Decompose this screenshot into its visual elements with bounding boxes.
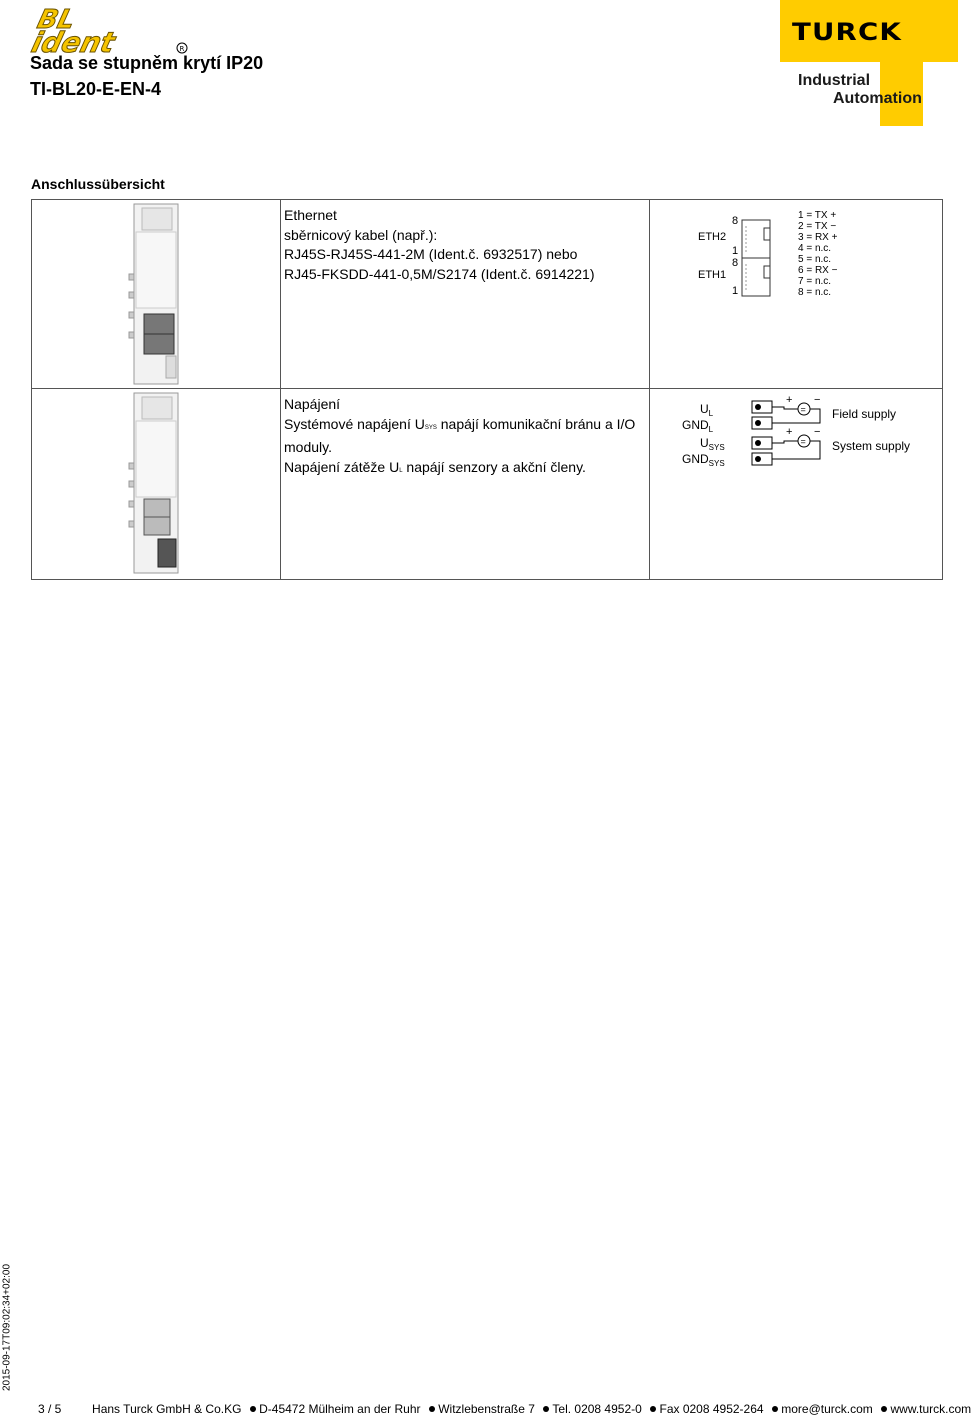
text-segment: napájí senzory a akční členy. <box>402 458 586 475</box>
bullet-icon <box>881 1406 887 1412</box>
section-title: Anschlussübersicht <box>31 176 165 192</box>
system-supply-label: System supply <box>832 439 911 453</box>
table-row <box>32 200 943 389</box>
ul-label: $U_L$ <box>700 402 714 418</box>
ethernet-diagram-cell <box>650 200 943 389</box>
print-date: 2015-09-17T09:02:34+02:00 <box>1 1263 13 1392</box>
table-row <box>32 389 943 580</box>
bullet-icon <box>543 1406 549 1412</box>
brand-name: TURCK <box>792 18 902 46</box>
pin-label: 8 = n.c. <box>798 287 832 298</box>
bullet-icon <box>650 1406 656 1412</box>
dc-symbol: = <box>800 436 806 447</box>
gndl-label: $GND_L$ <box>682 418 714 434</box>
bl-ident-logo <box>28 4 190 59</box>
document-subtitle: TI-BL20-E-EN-4 <box>30 79 162 99</box>
bullet-icon <box>772 1406 778 1412</box>
turck-logo <box>780 0 958 126</box>
page-number: 3 / 5 <box>38 1402 62 1416</box>
eth2-label: ETH2 <box>698 231 727 243</box>
field-supply-label: Field supply <box>832 407 897 421</box>
usys-label: $U_{SYS}$ <box>700 436 725 452</box>
ethernet-line-1: Ethernet <box>284 207 337 223</box>
company-fax: Fax 0208 4952-264 <box>659 1402 764 1416</box>
subscript: L <box>399 467 403 474</box>
pin-number-label: 8 <box>732 215 739 227</box>
eth1-label: ETH1 <box>698 269 727 281</box>
minus-sign: − <box>814 394 821 406</box>
device-image-cell <box>32 389 281 580</box>
svg-text:BL: BL <box>34 4 79 35</box>
ethernet-line-4: RJ45-FKSDD-441-0,5M/S2174 (Ident.č. 6914221) <box>284 265 595 282</box>
connection-overview-table <box>31 199 943 580</box>
subscript: SYS <box>424 424 437 431</box>
pin-label: 4 = n.c. <box>798 243 832 254</box>
dc-symbol: = <box>800 404 806 415</box>
power-heading: Napájení <box>284 396 341 412</box>
company-website: www.turck.com <box>890 1402 971 1416</box>
pin-label: 7 = n.c. <box>798 276 832 287</box>
pin-label: 2 = TX − <box>798 221 837 232</box>
power-description-cell <box>281 389 650 580</box>
ethernet-pinout-diagram <box>696 204 876 304</box>
text-segment: Systémové napájení U <box>284 415 425 432</box>
company-name: Hans Turck GmbH & Co.KG <box>92 1402 242 1416</box>
system-supply-text <box>284 415 645 439</box>
company-address: D-45472 Mülheim an der Ruhr <box>259 1402 421 1416</box>
ethernet-line-2: sběrnicový kabel (např.): <box>284 226 438 243</box>
company-street: Witzlebenstraße 7 <box>438 1402 535 1416</box>
text-segment: napájí komunikační bránu a I/O <box>436 415 636 432</box>
gndsys-label: $GND_{SYS}$ <box>682 452 725 468</box>
load-supply-text <box>284 458 645 482</box>
pin-label: 6 = RX − <box>798 265 838 276</box>
pin-number-label: 1 <box>732 285 739 297</box>
text-segment: Napájení zátěže U <box>284 458 400 475</box>
page-footer <box>38 1402 971 1416</box>
company-phone: Tel. 0208 4952-0 <box>552 1402 642 1416</box>
document-title: Sada se stupněm krytí IP20 <box>30 53 264 73</box>
device-image-cell <box>32 200 281 389</box>
power-wiring-diagram <box>680 395 920 475</box>
pin-label: 5 = n.c. <box>798 254 832 265</box>
system-supply-text-2: moduly. <box>284 439 332 455</box>
brand-tagline-1: Industrial <box>798 72 871 89</box>
gateway-power-image <box>128 393 180 573</box>
brand-tagline-2: Automation <box>833 90 922 107</box>
pin-label: 1 = TX + <box>798 210 837 221</box>
ethernet-description-cell <box>281 200 650 389</box>
ethernet-line-3: RJ45S-RJ45S-441-2M (Ident.č. 6932517) nebo <box>284 246 578 262</box>
minus-sign: − <box>814 426 821 438</box>
pin-number-label: 1 <box>732 245 739 257</box>
terminal-block-icon <box>752 401 772 465</box>
svg-text:ident: ident <box>28 26 119 59</box>
power-diagram-cell <box>650 389 943 580</box>
bullet-icon <box>250 1406 256 1412</box>
plus-sign: + <box>786 394 793 406</box>
svg-text:R: R <box>179 45 185 53</box>
pin-number-label: 8 <box>732 257 739 269</box>
company-email: more@turck.com <box>781 1402 873 1416</box>
bullet-icon <box>429 1406 435 1412</box>
gateway-ethernet-image <box>128 204 180 384</box>
pin-label: 3 = RX + <box>798 232 838 243</box>
plus-sign: + <box>786 426 793 438</box>
